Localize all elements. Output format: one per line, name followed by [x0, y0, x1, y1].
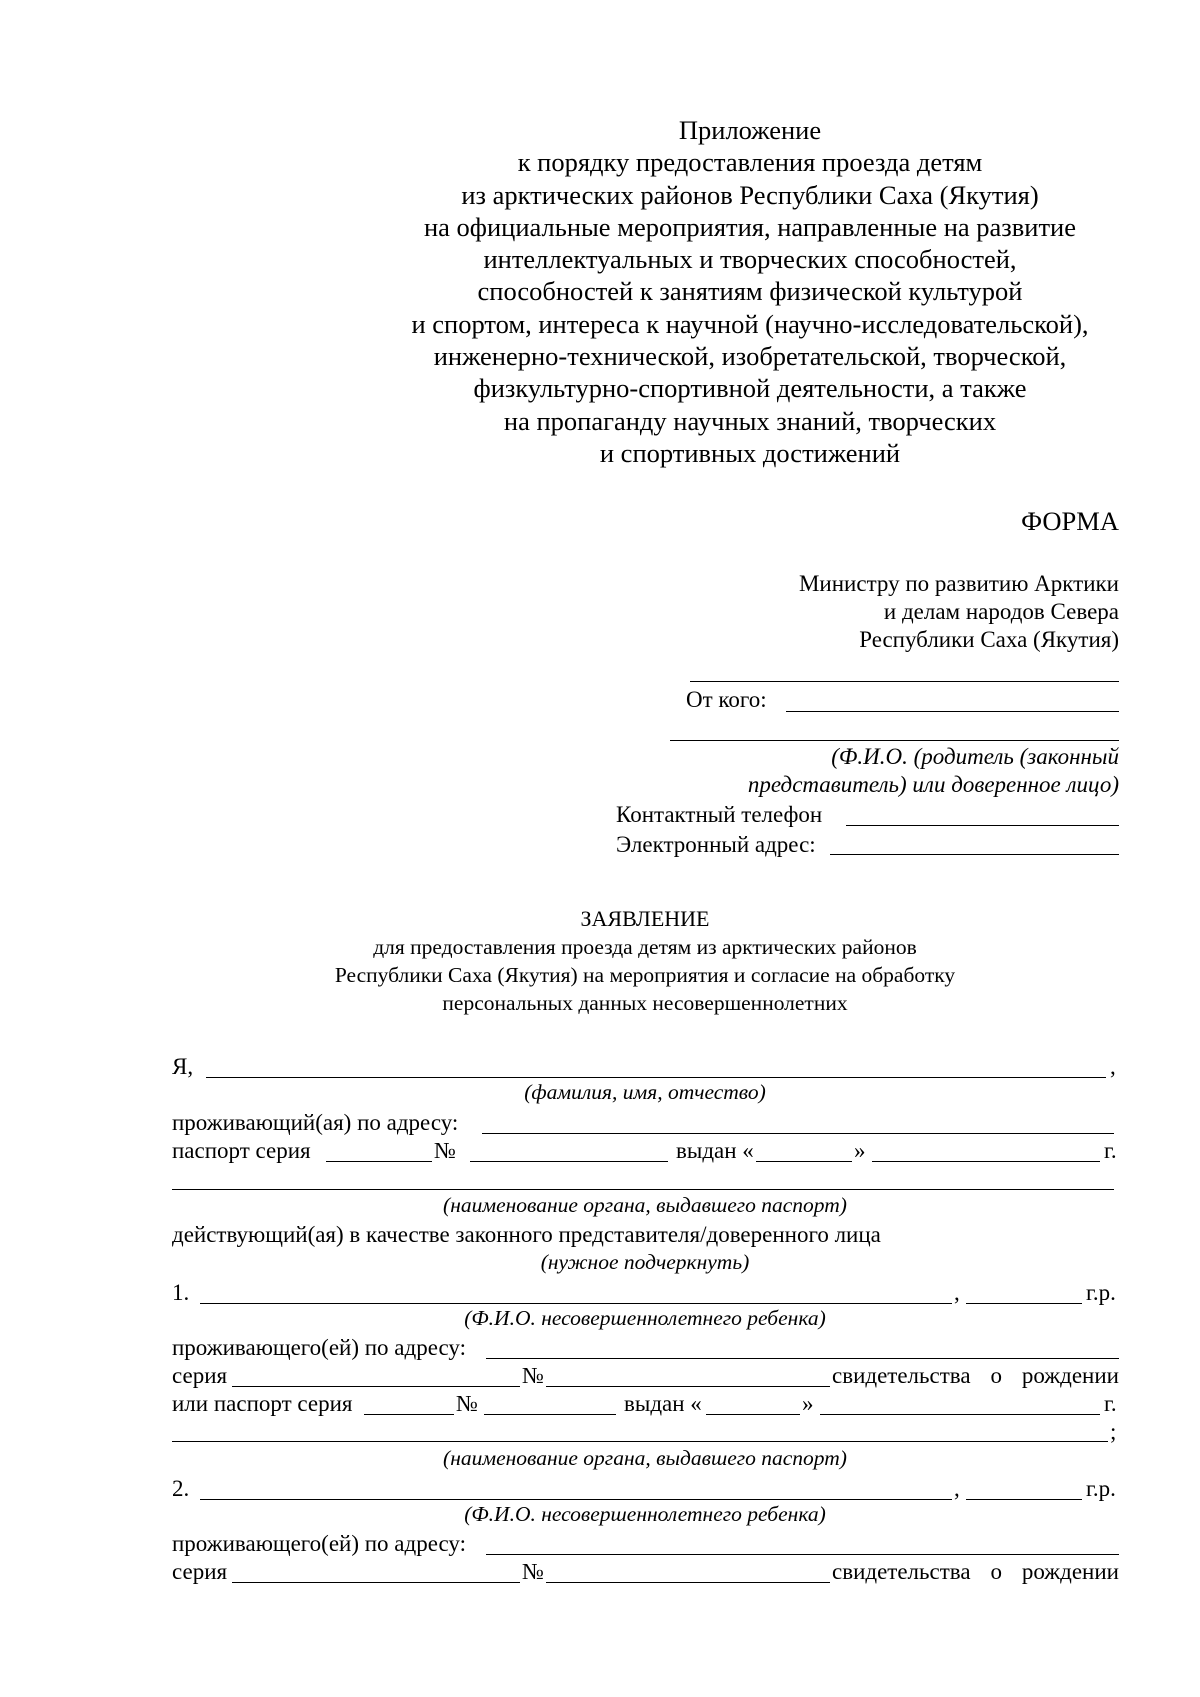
birth-cert-label [832, 1362, 1119, 1390]
child1-authority-field[interactable] [172, 1441, 1108, 1442]
residing-label: проживающий(ая) по адресу: [172, 1110, 459, 1135]
from-row [686, 686, 767, 714]
semicolon: ; [1110, 1419, 1117, 1444]
child2-cert-number-field[interactable] [546, 1582, 830, 1583]
acting-label: действующий(ая) в качестве законного представителя/доверенного лица [172, 1222, 881, 1247]
appendix-line: из арктических районов Республики Саха (Якутия) [461, 179, 1039, 210]
sender-caption-line2: представитель) или доверенное лицо) [747, 772, 1119, 797]
child1-birth-year-field[interactable] [966, 1303, 1082, 1304]
appendix-header [370, 114, 1130, 469]
appendix-line: интеллектуальных и творческих способностей, [483, 244, 1017, 275]
fio-caption: (фамилия, имя, отчество) [524, 1080, 766, 1104]
applicant-address-field[interactable] [482, 1133, 1114, 1134]
birth-cert-word: о [990, 1363, 1002, 1388]
child1-passport-number-field[interactable] [484, 1414, 616, 1415]
birth-year-suffix: г.р. [1086, 1280, 1116, 1305]
child-caption: (Ф.И.О. несовершеннолетнего ребенка) [464, 1502, 826, 1526]
statement-line: персональных данных несовершеннолетних [442, 991, 848, 1015]
birth-year-suffix: г.р. [1086, 1476, 1116, 1501]
comma: , [954, 1280, 960, 1305]
child1-number: 1. [172, 1280, 190, 1305]
passport-series-field[interactable] [326, 1161, 432, 1162]
appendix-line: и спортом, интереса к научной (научно-исследовательской), [411, 308, 1089, 339]
birth-cert-word: рождении [1021, 1363, 1119, 1388]
underline-caption: (нужное подчеркнуть) [540, 1250, 750, 1274]
from-field-line2[interactable] [670, 740, 1119, 741]
issued-label: выдан « [676, 1138, 754, 1163]
child-residing-label: проживающего(ей) по адресу: [172, 1335, 466, 1360]
authority-caption: (наименование органа, выдавшего паспорт) [443, 1446, 847, 1470]
statement-heading: ЗАЯВЛЕНИЕ [580, 906, 710, 931]
child1-fio-field[interactable] [200, 1303, 952, 1304]
form-label: ФОРМА [1021, 506, 1119, 536]
child1-passport-series-field[interactable] [364, 1414, 454, 1415]
comma: , [954, 1476, 960, 1501]
statement-title [170, 905, 1120, 1017]
number-sign: № [522, 1363, 544, 1388]
appendix-line: инженерно-технической, изобретательской, творческой, [433, 341, 1067, 372]
phone-label: Контактный телефон [616, 802, 823, 827]
quote-close: » [802, 1391, 814, 1416]
from-label: От кого: [686, 687, 767, 712]
appendix-line: к порядку предоставления проезда детям [517, 147, 983, 178]
birth-cert-word: свидетельства [832, 1559, 971, 1584]
comma: , [1110, 1054, 1116, 1079]
addressee-block [799, 570, 1119, 654]
statement-line: для предоставления проезда детям из арктических районов [373, 935, 917, 959]
passport-authority-field[interactable] [172, 1189, 1114, 1190]
number-sign: № [434, 1138, 456, 1163]
child1-passport-issue-month-field[interactable] [820, 1414, 1100, 1415]
applicant-fio-field[interactable] [206, 1077, 1106, 1078]
child-residing-label: проживающего(ей) по адресу: [172, 1531, 466, 1556]
issued-label: выдан « [624, 1391, 702, 1416]
child1-passport-issue-day-field[interactable] [706, 1414, 800, 1415]
appendix-line: на официальные мероприятия, направленные на развитие [423, 211, 1076, 242]
appendix-line: Приложение [678, 115, 822, 145]
child1-cert-series-field[interactable] [232, 1386, 520, 1387]
appendix-line: физкультурно-спортивной деятельности, а также [473, 373, 1027, 404]
passport-series-label: паспорт серия [172, 1138, 311, 1163]
birth-cert-word: свидетельства [832, 1363, 971, 1388]
sender-caption-line1: (Ф.И.О. (родитель (законный [831, 744, 1119, 769]
passport-number-field[interactable] [470, 1161, 668, 1162]
email-label: Электронный адрес: [616, 832, 816, 857]
statement-line: Республики Саха (Якутия) на мероприятия и согласие на обработку [334, 963, 956, 987]
year-suffix: г. [1104, 1391, 1117, 1416]
child1-cert-number-field[interactable] [546, 1386, 830, 1387]
child-caption: (Ф.И.О. несовершеннолетнего ребенка) [464, 1306, 826, 1330]
quote-close: » [854, 1138, 866, 1163]
authority-caption: (наименование органа, выдавшего паспорт) [443, 1193, 847, 1217]
child2-cert-series-field[interactable] [232, 1582, 520, 1583]
birth-cert-word: рождении [1021, 1559, 1119, 1584]
birth-cert-label [832, 1558, 1119, 1586]
from-field[interactable] [786, 711, 1119, 712]
phone-field[interactable] [846, 825, 1119, 826]
year-suffix: г. [1104, 1138, 1117, 1163]
addressee-line: Министру по развитию Арктики [798, 571, 1119, 596]
or-passport-label: или паспорт серия [172, 1391, 353, 1416]
child2-fio-field[interactable] [200, 1499, 952, 1500]
number-sign: № [522, 1559, 544, 1584]
birth-cert-word: о [990, 1559, 1002, 1584]
addressee-name-field[interactable] [690, 681, 1119, 682]
passport-issue-day-field[interactable] [756, 1161, 852, 1162]
child2-birth-year-field[interactable] [966, 1499, 1082, 1500]
addressee-line: и делам народов Севера [883, 599, 1119, 624]
child2-address-field[interactable] [486, 1554, 1119, 1555]
addressee-line: Республики Саха (Якутия) [859, 627, 1119, 652]
series-label: серия [172, 1559, 228, 1584]
i-label: Я, [172, 1054, 194, 1079]
series-label: серия [172, 1363, 228, 1388]
appendix-line: и спортивных достижений [599, 437, 901, 468]
passport-issue-month-field[interactable] [872, 1161, 1100, 1162]
email-field[interactable] [830, 854, 1119, 855]
child1-address-field[interactable] [486, 1358, 1119, 1359]
appendix-line: способностей к занятиям физической культурой [477, 276, 1023, 307]
child2-number: 2. [172, 1476, 190, 1501]
appendix-line: на пропаганду научных знаний, творческих [503, 405, 997, 436]
number-sign: № [456, 1391, 478, 1416]
